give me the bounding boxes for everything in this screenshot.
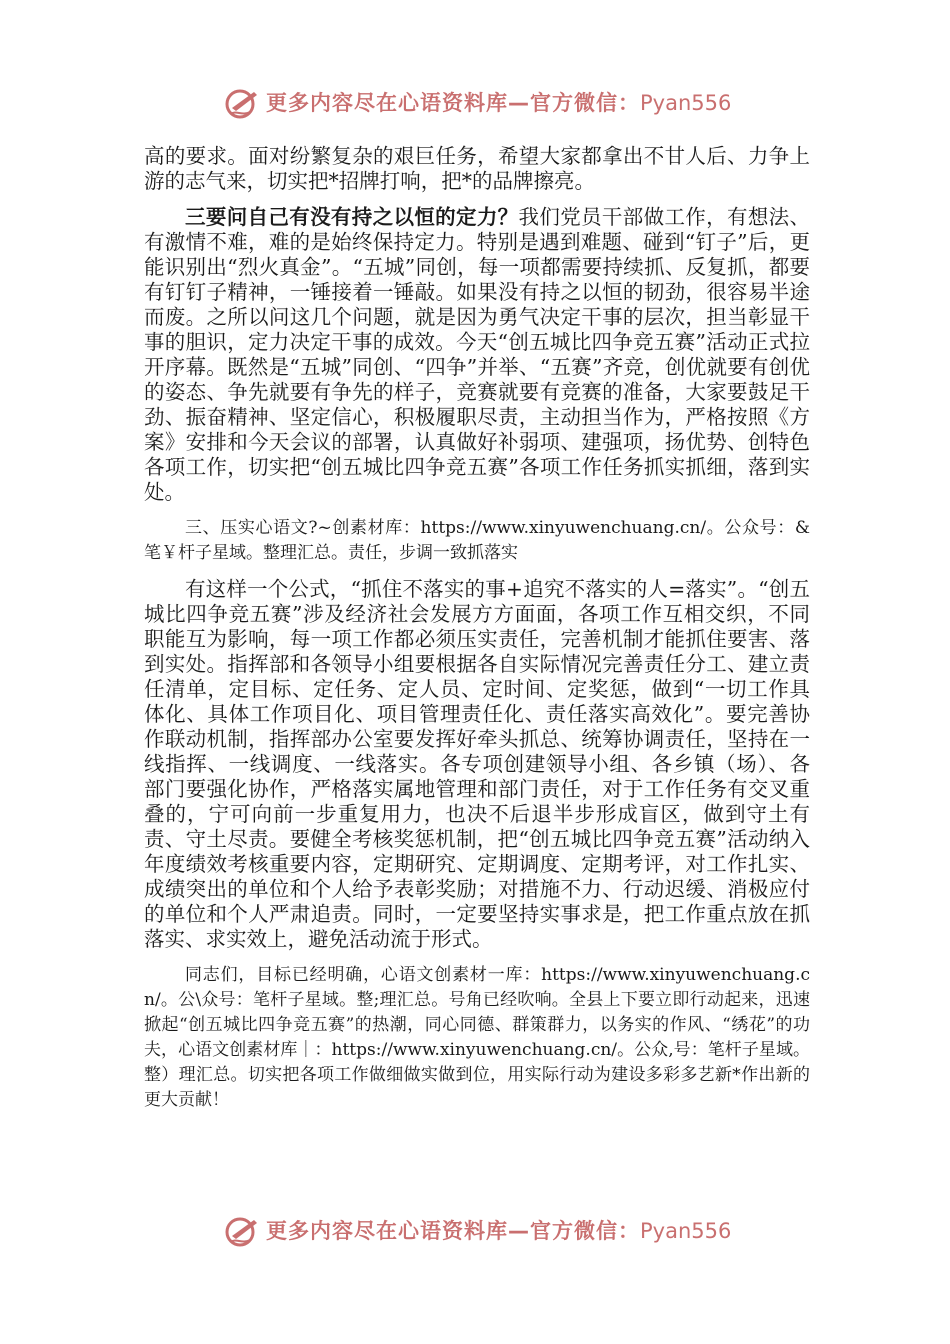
footer-watermark <box>0 1212 950 1252</box>
paragraph-third-question: 三要问自己有没有持之以恒的定力？我们党员干部做工作，有想法、有激情不难，难的是始终保持定力。特别是遇到难题、碰到“钉子”后，更能识别出“烈火真金”。“五城”同创，每一项都需要持续抓、反复抓，都要有钉钉子精神，一锤接着一锤敲。如果没有持之以恒的韧劲，很容易半途而废。之所以问这几个问题，就是因为勇气决定干事的层次，担当彰显干事的胆识，定力决定干事的成效。今天“创五城比四争竞五赛”活动正式拉开序幕。既然是“五城”同创、“四争”并举、“五赛”齐竞，创优就要有创优的姿态、争先就要有争先的样子，竞赛就要有竞赛的准备，大家要鼓足干劲、振奋精神、坚定信心，积极履职尽责，主动担当作为，严格按照《方案》安排和今天会议的部署，认真做好补弱项、建强项，扬优势、创特色各项工作，切实把“创五城比四争竞五赛”各项工作任务抓实抓细，落到实处。 <box>144 205 811 504</box>
pen-signature-logo <box>224 86 264 122</box>
watermark-text: 更多内容尽在心语资料库—官方微信：Pyan556 <box>266 91 732 115</box>
paragraph-formula: 有这样一个公式，“抓住不落实的事+追究不落实的人=落实”。“创五城比四争竞五赛”涉及经济社会发展方方面面，各项工作互相交织，不同职能互为影响，每一项工作都必须压实责任，完善机制才能抓住要害、落到实处。指挥部和各领导小组要根据各自实际情况完善责任分工、建立责任清单，定目标、定任务、定人员、定时间、定奖惩，做到“一切工作具体化、具体工作项目化、项目管理责任化、责任落实高效化”。要完善协作联动机制，指挥部办公室要发挥好牵头抓总、统筹协调责任，坚持在一线指挥、一线调度、一线落实。各专项创建领导小组、各乡镇（场）、各部门要强化协作，严格落实属地管理和部门责任，对于工作任务有交叉重叠的，宁可向前一步重复用力，也决不后退半步形成盲区，做到守土有责、守土尽责。要健全考核奖惩机制，把“创五城比四争竞五赛”活动纳入年度绩效考核重要内容，定期研究、定期调度、定期考评，对工作扎实、成绩突出的单位和个人给予表彰奖励；对措施不力、行动迟缓、消极应付的单位和个人严肃追责。同时，一定要坚持实事求是，把工作重点放在抓落实、求实效上，避免活动流于形式。 <box>144 577 810 951</box>
pen-signature-logo <box>224 1214 264 1250</box>
section-heading-three: 三、压实心语文?~创素材库：https://www.xinyuwenchuang.cn/。公众号：&笔￥杆子星域。整理汇总。责任，步调一致抓落实 <box>144 518 810 563</box>
paragraph-closing: 同志们，目标已经明确，心语文创素材一库：https://www.xinyuwenchuang.cn/。公\众号：笔杆子星域。整;理汇总。号角已经吹响。全县上下要立即行动起来，迅速掀起“创五城比四争竞五赛”的热潮，同心同德、群策群力，以务实的作风、“绣花”的功夫，心语文创素材库｜：https://www.xinyuwenchuang.cn/。公众,号：笔杆子星域。整）理汇总。切实把各项工作做细做实做到位，用实际行动为建设多彩多艺新*作出新的更大贡献！ <box>144 965 810 1110</box>
watermark-text: 更多内容尽在心语资料库—官方微信：Pyan556 <box>266 1219 732 1243</box>
paragraph-lead: 三要问自己有没有持之以恒的定力？ <box>185 205 519 229</box>
document-body <box>144 144 810 1113</box>
header-watermark <box>0 84 950 124</box>
paragraph-continuation: 高的要求。面对纷繁复杂的艰巨任务，希望大家都拿出不甘人后、力争上游的志气来，切实把*招牌打响，把*的品牌擦亮。 <box>144 144 810 193</box>
